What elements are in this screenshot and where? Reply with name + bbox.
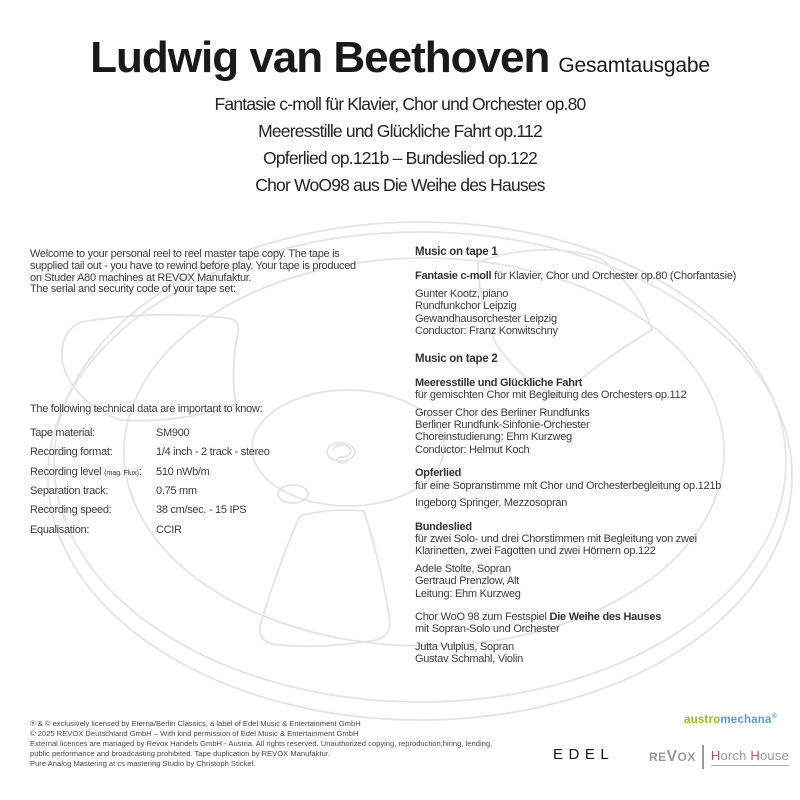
- work-opferlied: [415, 467, 793, 509]
- performers: [415, 641, 793, 666]
- revox-logo-part: RE: [649, 750, 667, 764]
- performer-line: Berliner Rundfunk-Sinfonie-Orchester: [415, 419, 590, 432]
- tech-value: 1/4 inch - 2 track - stereo: [156, 446, 270, 459]
- tech-row: [30, 525, 402, 537]
- performer-line: Gustav Schmahl, Violin: [415, 653, 524, 666]
- revox-logo-part: OX: [677, 750, 696, 764]
- technical-data: [30, 404, 402, 544]
- welcome-line: Welcome to your personal reel to reel master tape copy. The tape is: [30, 248, 340, 260]
- work-description: für eine Sopranstimme mit Chor und Orchesterbegleitung op.121b: [415, 479, 722, 492]
- work-title: Opferlied: [415, 467, 462, 480]
- work-title: Fantasie c-moll: [415, 270, 492, 283]
- work-subtitles: [0, 91, 800, 199]
- austromechana-part2: mechana: [720, 713, 772, 726]
- performers: [415, 497, 793, 509]
- horch-initial: H: [750, 748, 760, 763]
- legal-line: Pure Analog Mastering at cs mastering Studio by Christoph Stickel.: [30, 759, 256, 768]
- welcome-line: supplied tail out - you have to rewind before play. Your tape is produced: [30, 259, 356, 272]
- horch-text: orch: [720, 748, 751, 763]
- work-description: mit Sopran-Solo und Orchester: [415, 623, 560, 636]
- work-description: Klarinetten, zwei Fagotten und zwei Hörnern op.122: [415, 545, 656, 558]
- edition-label: Gesamtausgabe: [558, 54, 710, 77]
- performer-line: Leitung: Ehm Kurzweg: [415, 587, 521, 600]
- legal-text: [30, 719, 492, 769]
- work-title: Bundeslied: [415, 520, 472, 533]
- horch-text: ouse: [759, 748, 789, 763]
- tech-value: SM900: [156, 426, 190, 439]
- welcome-text: [30, 249, 402, 296]
- music-listing: [415, 246, 793, 666]
- revox-logo: [649, 748, 696, 766]
- austromechana-logo: [684, 713, 777, 726]
- work-title: Die Weihe des Hauses: [549, 610, 662, 623]
- subtitle-line: Fantasie c-moll für Klavier, Chor und Orchester op.80: [214, 94, 586, 115]
- tech-label: Separation track:: [30, 484, 109, 497]
- work-title-line: [415, 270, 793, 282]
- tech-intro: The following technical data are important to know:: [30, 403, 263, 415]
- tech-row: [30, 505, 402, 517]
- tech-label-small: (mag. Flux): [104, 467, 139, 477]
- tech-label: [30, 467, 156, 479]
- performer-line: Conductor: Franz Konwitschny: [415, 325, 558, 338]
- subtitle-line: Chor WoO98 aus Die Weihe des Hauses: [255, 175, 545, 196]
- registered-mark-icon: ®: [771, 713, 777, 720]
- revox-logo-part: V: [666, 748, 678, 765]
- tech-label-suffix: :: [138, 465, 142, 478]
- performer-line: Gertraud Prenzlow, Alt: [415, 575, 519, 588]
- work-bundeslied: [415, 521, 793, 600]
- legal-line: public performance and broadcasting prohibited. Tape duplication by REVOX Manufaktur.: [30, 749, 330, 758]
- tech-label: Equalisation:: [30, 523, 90, 536]
- performer-line: Gunter Kootz, piano: [415, 287, 509, 300]
- performer-line: Ingeborg Springer, Mezzosopran: [415, 497, 568, 510]
- work-title-rest: für Klavier, Chor und Orchester op.80 (Chorfantasie): [494, 270, 737, 283]
- work-description: für zwei Solo- und drei Chorstimmen mit Begleitung von zwei: [415, 532, 697, 545]
- work-weihe-des-hauses: [415, 611, 793, 666]
- tech-row: [30, 467, 402, 479]
- performers: [415, 288, 793, 338]
- performer-line: Adele Stolte, Sopran: [415, 562, 511, 575]
- tech-label-text: Recording level: [30, 465, 105, 478]
- tech-label: Recording format:: [30, 446, 113, 459]
- legal-line: © 2025 REVOX Deutschland GmbH – With kind permission of Edel Music & Entertainment GmbH: [30, 729, 359, 738]
- tech-row: [30, 447, 402, 459]
- page-title: Ludwig van Beethoven: [90, 33, 550, 82]
- tech-row: [30, 486, 402, 498]
- performers: [415, 563, 793, 600]
- performer-line: Conductor: Helmut Koch: [415, 443, 530, 456]
- work-description: für gemischten Chor mit Begleitung des Orchesters op.112: [415, 389, 687, 402]
- subtitle-line: Opferlied op.121b – Bundeslied op.122: [263, 148, 537, 169]
- legal-line: ℗ & © exclusively licensed by Eterna/Berlin Classics, a label of Edel Music & Entertainment GmbH: [30, 719, 361, 728]
- austromechana-part1: austro: [684, 713, 721, 726]
- performer-line: Grosser Chor des Berliner Rundfunks: [415, 406, 590, 419]
- revox-horch-house-logos: [649, 745, 789, 769]
- work-title-line: [415, 611, 793, 623]
- performer-line: Gewandhausorchester Leipzig: [415, 312, 557, 325]
- logo-divider: [702, 745, 704, 769]
- tech-value: CCIR: [156, 523, 182, 536]
- header: [0, 34, 800, 199]
- horch-house-logo: [711, 748, 789, 766]
- music-on-tape-1-heading: Music on tape 1: [415, 246, 498, 258]
- performer-line: Jutta Vulpius, Sopran: [415, 640, 514, 653]
- performer-line: Rundfunkchor Leipzig: [415, 300, 517, 313]
- tech-value: 510 nWb/m: [156, 465, 210, 478]
- welcome-line: on Studer A80 machines at REVOX Manufaktur.: [30, 271, 252, 284]
- work-title-prefix: Chor WoO 98 zum Festspiel: [415, 610, 550, 623]
- tech-label: Recording speed:: [30, 504, 112, 517]
- subtitle-line: Meeresstille und Glückliche Fahrt op.112: [258, 121, 542, 142]
- legal-line: External licences are managed by Revox Handels GmbH - Austria. All rights reserved. Unauthorized copying, reproduction,hiring, lending,: [30, 739, 493, 748]
- performers: [415, 407, 793, 457]
- tech-row: [30, 428, 402, 440]
- work-meeresstille: [415, 377, 793, 456]
- tech-label: Tape material:: [30, 426, 95, 439]
- horch-initial: H: [710, 748, 721, 763]
- serial-code-note: The serial and security code of your tape set:: [30, 283, 236, 296]
- music-on-tape-2-heading: Music on tape 2: [415, 353, 498, 366]
- work-chorfantasie: [415, 270, 793, 337]
- tech-value: 38 cm/sec. - 15 IPS: [156, 504, 247, 517]
- work-title: Meeresstille und Glückliche Fahrt: [415, 376, 583, 389]
- tech-value: 0.75 mm: [156, 484, 197, 497]
- edel-logo: EDEL: [553, 746, 615, 763]
- performer-line: Choreinstudierung: Ehm Kurzweg: [415, 431, 572, 444]
- title-line: [0, 34, 800, 82]
